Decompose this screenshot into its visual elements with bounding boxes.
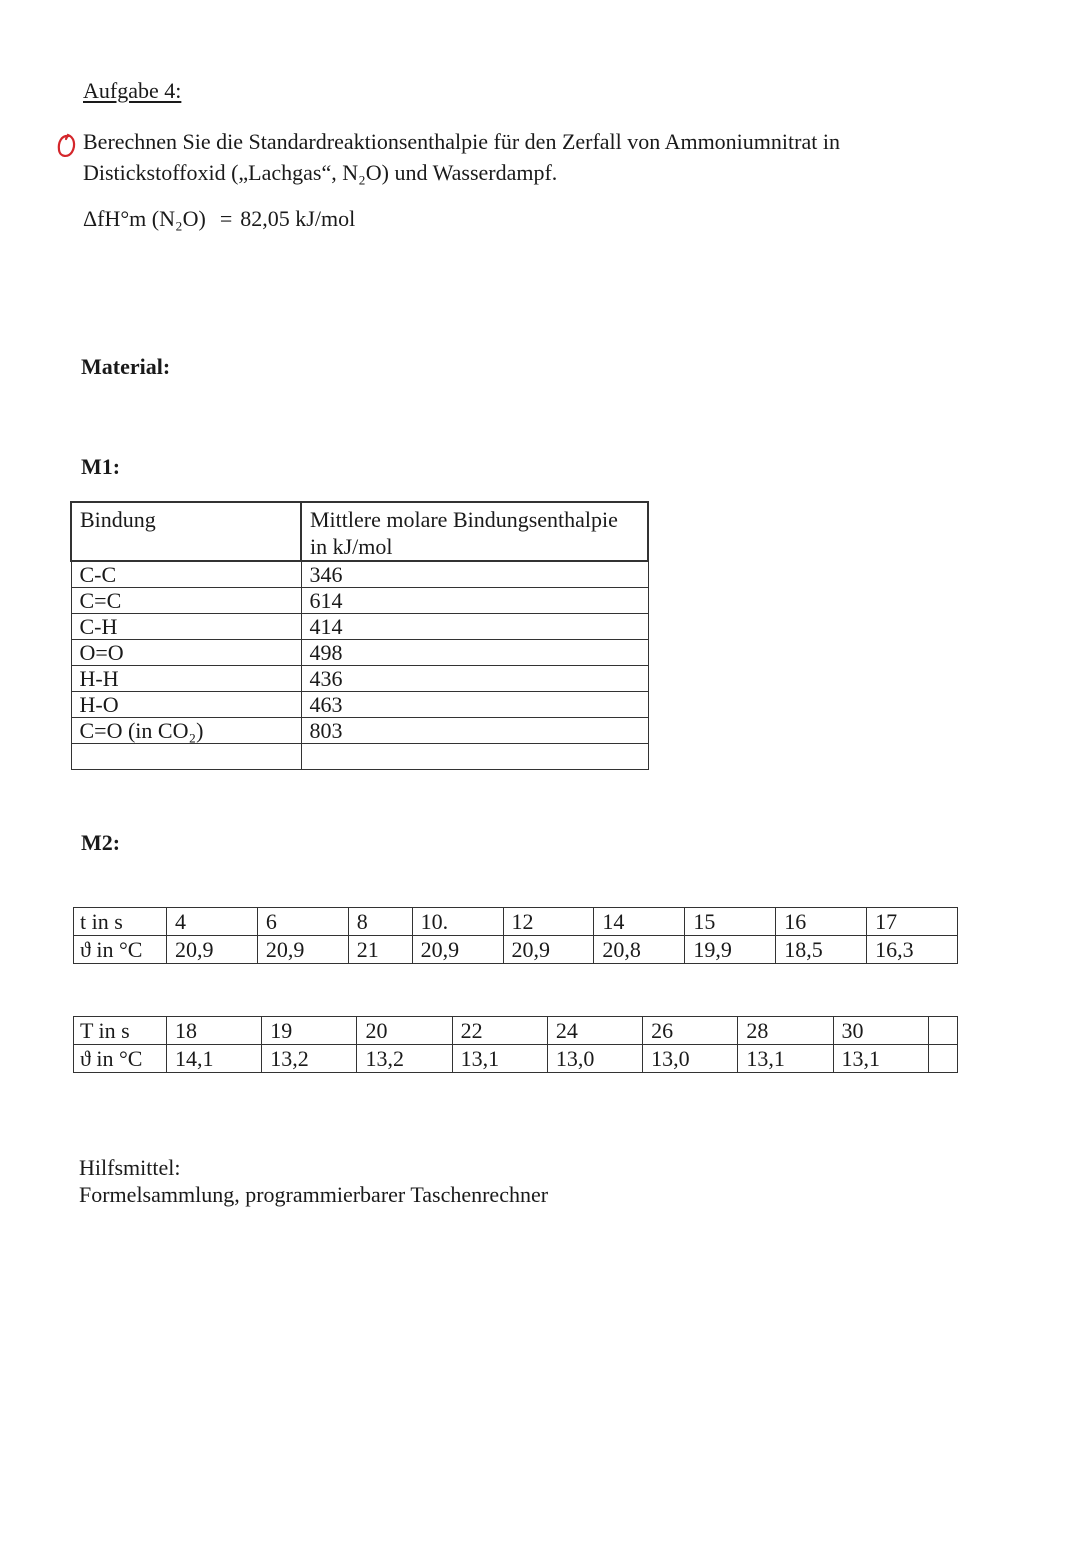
table-header-row	[71, 502, 648, 561]
time-cell: 17	[867, 908, 958, 936]
time-cell: 24	[547, 1017, 642, 1045]
temperature-cell: 13,1	[452, 1045, 547, 1073]
temperature-cell	[928, 1045, 957, 1073]
table-row	[71, 561, 648, 588]
header-bond: Bindung	[71, 502, 301, 561]
table-row-empty	[71, 744, 648, 770]
time-cell: 20	[357, 1017, 452, 1045]
task-line-2: Distickstoffoxid („Lachgas“, N₂O) und Wasserdampf.	[83, 160, 558, 185]
time-cell: 28	[738, 1017, 833, 1045]
temperature-cell: 20,9	[167, 936, 258, 964]
aids-heading: Hilfsmittel:	[79, 1155, 181, 1180]
time-cell: 30	[833, 1017, 928, 1045]
given-equals: =	[219, 206, 233, 231]
temperature-cell: 19,9	[685, 936, 776, 964]
table-row	[71, 614, 648, 640]
material-heading: Material:	[81, 354, 171, 379]
task-line-1: Berechnen Sie die Standardreaktionsenthalpie für den Zerfall von Ammoniumnitrat in	[83, 129, 840, 154]
header-enthalpy	[301, 502, 648, 561]
temperature-cell: 13,0	[643, 1045, 738, 1073]
aids-section	[79, 1154, 548, 1208]
time-cell: 14	[594, 908, 685, 936]
bond-enthalpy-table	[70, 501, 649, 770]
table-row	[71, 692, 648, 718]
temperature-table-2	[73, 1016, 958, 1073]
temperature-cell: 16,3	[867, 936, 958, 964]
time-label: T in s	[74, 1017, 167, 1045]
bond-cell: C-C	[71, 561, 301, 588]
temperature-label: ϑ in °C	[74, 1045, 167, 1073]
m2-label: M2:	[81, 830, 121, 855]
time-cell: 22	[452, 1017, 547, 1045]
temperature-cell: 20,9	[503, 936, 594, 964]
bond-cell: C=C	[71, 588, 301, 614]
temperature-cell: 13,2	[262, 1045, 357, 1073]
enthalpy-cell: 614	[301, 588, 648, 614]
time-cell: 4	[167, 908, 258, 936]
table-row	[71, 666, 648, 692]
task-description	[83, 126, 983, 188]
temperature-cell: 21	[348, 936, 412, 964]
temperature-cell: 14,1	[167, 1045, 262, 1073]
temperature-table-1	[73, 907, 958, 964]
temperature-cell: 13,1	[738, 1045, 833, 1073]
time-cell: 10.	[412, 908, 503, 936]
empty-cell	[301, 744, 648, 770]
time-label: t in s	[74, 908, 167, 936]
temperature-cell: 20,9	[257, 936, 348, 964]
time-cell: 12	[503, 908, 594, 936]
task-title: Aufgabe 4:	[83, 78, 182, 103]
given-value	[83, 206, 355, 232]
enthalpy-cell: 346	[301, 561, 648, 588]
header-enthalpy-line-1: Mittlere molare Bindungsenthalpie	[310, 507, 618, 532]
temperature-cell: 20,8	[594, 936, 685, 964]
enthalpy-cell: 414	[301, 614, 648, 640]
table-row	[71, 640, 648, 666]
enthalpy-cell: 463	[301, 692, 648, 718]
table-row	[71, 718, 648, 744]
bond-cell: H-O	[71, 692, 301, 718]
time-row	[74, 908, 958, 936]
temperature-row	[74, 936, 958, 964]
header-enthalpy-line-2: in kJ/mol	[310, 534, 393, 559]
temperature-cell: 13,0	[547, 1045, 642, 1073]
temperature-cell: 13,2	[357, 1045, 452, 1073]
time-cell: 19	[262, 1017, 357, 1045]
given-number: 82,05 kJ/mol	[240, 206, 356, 231]
aids-text: Formelsammlung, programmierbarer Taschenrechner	[79, 1182, 549, 1207]
bond-cell: O=O	[71, 640, 301, 666]
bond-cell: C-H	[71, 614, 301, 640]
temperature-cell: 13,1	[833, 1045, 928, 1073]
enthalpy-cell: 498	[301, 640, 648, 666]
temperature-row	[74, 1045, 958, 1073]
enthalpy-cell: 803	[301, 718, 648, 744]
time-cell	[928, 1017, 957, 1045]
time-cell: 26	[643, 1017, 738, 1045]
circle-mark-icon	[56, 133, 78, 159]
bond-cell: C=O (in CO₂)	[71, 718, 301, 744]
time-row	[74, 1017, 958, 1045]
temperature-cell: 20,9	[412, 936, 503, 964]
enthalpy-cell: 436	[301, 666, 648, 692]
bond-cell: H-H	[71, 666, 301, 692]
time-cell: 16	[776, 908, 867, 936]
temperature-cell: 18,5	[776, 936, 867, 964]
empty-cell	[71, 744, 301, 770]
time-cell: 15	[685, 908, 776, 936]
time-cell: 6	[257, 908, 348, 936]
given-symbol: ΔfH°m (N₂O)	[83, 206, 206, 231]
m1-label: M1:	[81, 454, 121, 479]
time-cell: 8	[348, 908, 412, 936]
time-cell: 18	[167, 1017, 262, 1045]
table-row	[71, 588, 648, 614]
temperature-label: ϑ in °C	[74, 936, 167, 964]
